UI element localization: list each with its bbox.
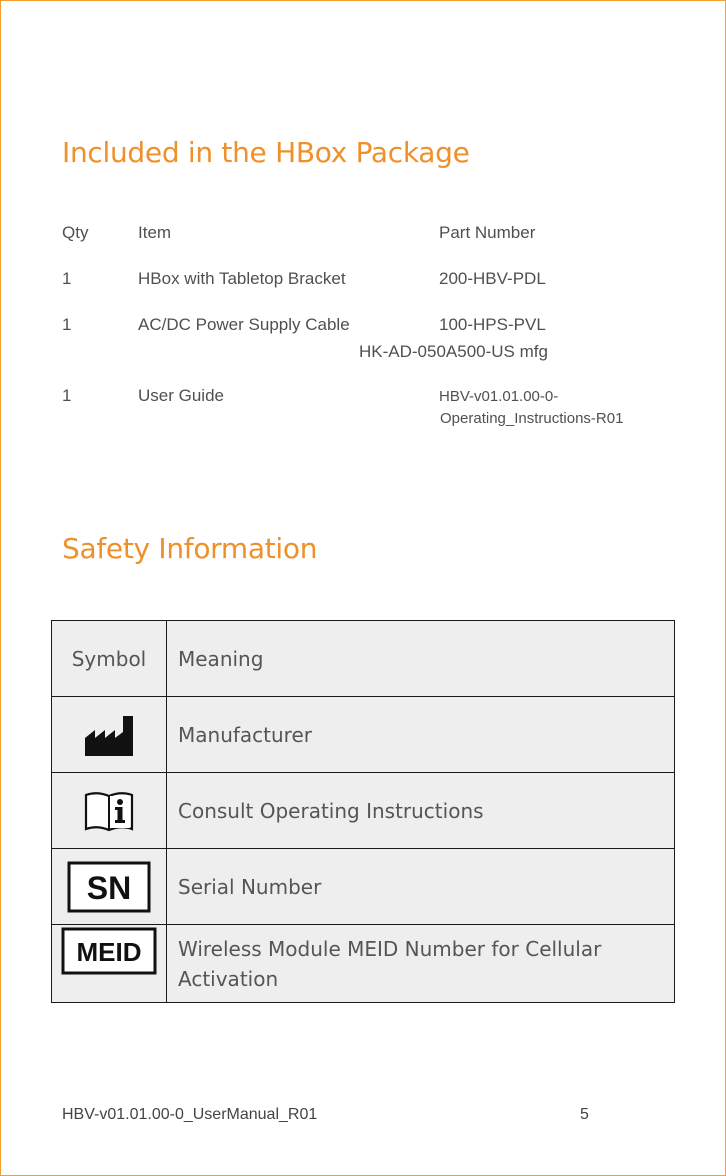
item-header: Item [138, 223, 172, 242]
row-1-qty: 1 [62, 269, 72, 288]
safety-table [51, 620, 675, 1003]
footer-doc-id: HBV-v01.01.00-0_UserManual_R01 [62, 1106, 318, 1123]
part-number-header: Part Number [439, 223, 536, 242]
row-3-qty: 1 [62, 386, 72, 405]
row-2-part-extra: HK-AD-050A500-US mfg [359, 342, 548, 361]
table-row [52, 773, 675, 849]
meaning-manufacturer: Manufacturer [167, 697, 675, 773]
footer-page-number: 5 [580, 1106, 589, 1123]
symbol-header: Symbol [52, 621, 167, 697]
meid-icon-text: MEID [76, 937, 142, 967]
row-2-part: 100-HPS-PVL [439, 315, 546, 334]
consult-instructions-icon [83, 789, 135, 833]
table-row [52, 849, 675, 925]
meaning-consult-instructions: Consult Operating Instructions [167, 773, 675, 849]
qty-header: Qty [62, 223, 89, 242]
manufacturer-icon [83, 712, 135, 758]
row-3-part-line2: Operating_Instructions-R01 [440, 410, 624, 427]
serial-number-icon [67, 861, 151, 913]
meid-icon [61, 927, 157, 975]
row-1-part: 200-HBV-PDL [439, 269, 546, 288]
table-header-row [52, 621, 675, 697]
serial-number-icon-text: SN [86, 869, 132, 906]
safety-heading: Safety Information [62, 532, 318, 565]
row-2-item: AC/DC Power Supply Cable [138, 315, 350, 334]
row-3-part-line1: HBV-v01.01.00-0- [439, 388, 559, 405]
row-3-item: User Guide [138, 386, 224, 405]
row-2-qty: 1 [62, 315, 72, 334]
meaning-serial-number: Serial Number [167, 849, 675, 925]
row-1-item: HBox with Tabletop Bracket [138, 269, 346, 288]
table-row [52, 697, 675, 773]
package-heading: Included in the HBox Package [62, 136, 470, 169]
table-row [52, 925, 675, 1003]
meaning-meid: Wireless Module MEID Number for Cellular Activation [167, 925, 675, 1003]
meaning-header: Meaning [167, 621, 675, 697]
